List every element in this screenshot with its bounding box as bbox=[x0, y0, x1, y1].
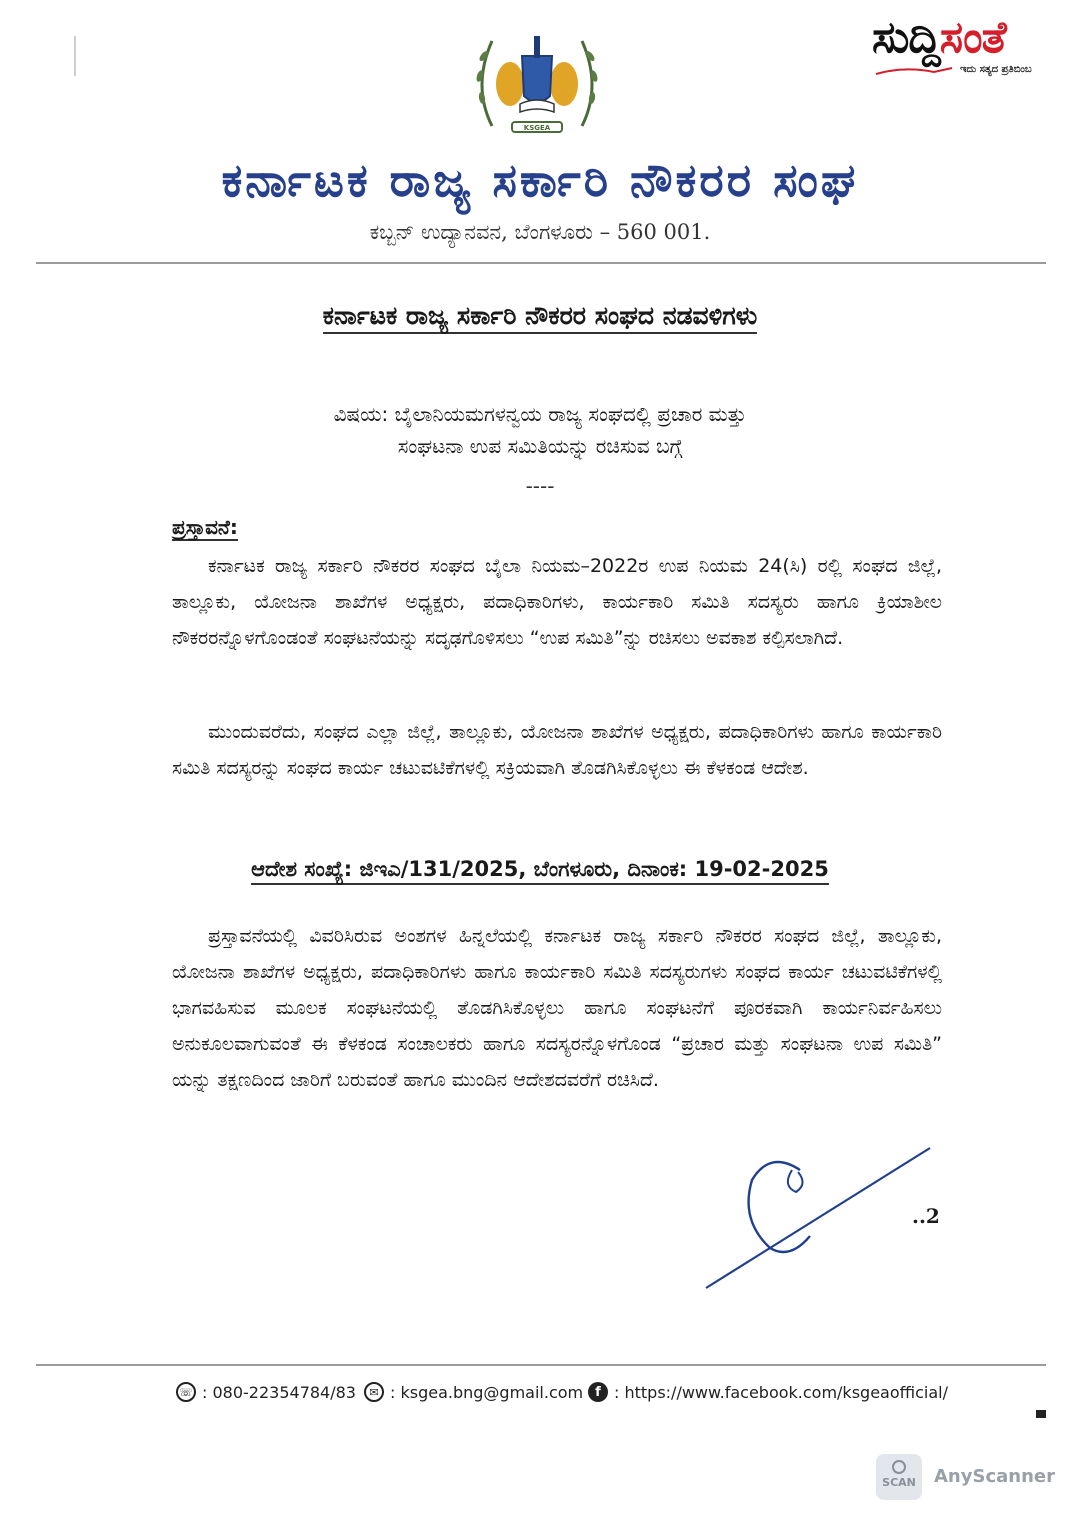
brand-watermark bbox=[868, 14, 1068, 84]
footer-email-text[interactable]: : ksgea.bng@gmail.com bbox=[390, 1382, 584, 1402]
subject-block bbox=[180, 398, 900, 462]
scanner-app-name: AnyScanner bbox=[934, 1466, 1055, 1487]
emblem-label: KSGEA bbox=[523, 124, 551, 132]
subject-line-2: ಸಂಘಟನಾ ಉಪ ಸಮಿತಿಯನ್ನು ರಚಿಸುವ ಬಗ್ಗೆ bbox=[397, 434, 683, 458]
footer-email[interactable] bbox=[364, 1382, 583, 1402]
footer-phone-text: : 080-22354784/83 bbox=[202, 1382, 356, 1402]
footer-facebook[interactable] bbox=[588, 1382, 948, 1402]
scanner-badge-text: SCAN bbox=[882, 1476, 916, 1489]
scan-edge-mark bbox=[1036, 1410, 1046, 1418]
scanner-lens-icon bbox=[892, 1460, 906, 1474]
footer-divider bbox=[36, 1364, 1046, 1366]
scanner-badge bbox=[876, 1454, 922, 1500]
facebook-icon: f bbox=[588, 1382, 608, 1402]
footer-contact bbox=[176, 1378, 1026, 1410]
pen-swoosh-icon bbox=[874, 64, 954, 78]
document-heading-text: ಕರ್ನಾಟಕ ರಾಜ್ಯ ಸರ್ಕಾರಿ ನೌಕರರ ಸಂಘದ ನಡವಳಿಗಳು bbox=[323, 301, 758, 334]
order-paragraph: ಪ್ರಸ್ತಾವನೆಯಲ್ಲಿ ವಿವರಿಸಿರುವ ಅಂಶಗಳ ಹಿನ್ನಲೆಯಲ್ಲಿ ಕರ್ನಾಟಕ ರಾಜ್ಯ ಸರ್ಕಾರಿ ನೌಕರರ ಸಂಘದ ಜಿಲ್ಲೆ, ತಾಲ್ಲೂಕು, ಯೋಜನಾ ಶಾಖೆಗಳ ಅಧ್ಯಕ್ಷರು, ಪದಾಧಿಕಾರಿಗಳು ಹಾಗೂ ಕಾರ್ಯಕಾರಿ ಸಮಿತಿ ಸದಸ್ಯರುಗಳು ಸಂಘದ ಕಾರ್ಯ ಚಟುವಟಿಕೆಗಳಲ್ಲಿ ಭಾಗವಹಿಸುವ ಮೂಲಕ ಸಂಘಟನೆಯಲ್ಲಿ ತೊಡಗಿಸಿಕೊಳ್ಳಲು ಹಾಗೂ ಸಂಘಟನೆಗೆ ಪೂರಕವಾಗಿ ಕಾರ್ಯನಿರ್ವಹಿಸಲು ಅನುಕೂಲವಾಗುವಂತೆ ಈ ಕೆಳಕಂಡ ಸಂಚಾಲಕರು ಹಾಗೂ ಸದಸ್ಯರನ್ನೊಳಗೊಂಡ “ಪ್ರಚಾರ ಮತ್ತು ಸಂಘಟನಾ ಉಪ ಸಮಿತಿ” ಯನ್ನು ತಕ್ಷಣದಿಂದ ಜಾರಿಗೆ ಬರುವಂತೆ ಹಾಗೂ ಮುಂದಿನ ಆದೇಶದವರೆಗೆ ರಚಿಸಿದೆ. bbox=[172, 925, 942, 1091]
brand-title bbox=[872, 10, 1006, 66]
brand-title-part1: ಸುದ್ದಿ bbox=[872, 12, 940, 63]
footer-phone bbox=[176, 1382, 356, 1402]
preamble-heading-text: ಪ್ರಸ್ತಾವನೆ: bbox=[172, 515, 238, 539]
scanner-watermark bbox=[876, 1454, 1055, 1502]
order-number-text: ಆದೇಶ ಸಂಖ್ಯೆ: ಜಿಇಎ/131/2025, ಬೆಂಗಳೂರು, ದಿನಾಂಕ: 19-02-2025 bbox=[251, 857, 829, 885]
ksgea-emblem-icon bbox=[462, 26, 612, 146]
preamble-paragraph-1: ಕರ್ನಾಟಕ ರಾಜ್ಯ ಸರ್ಕಾರಿ ನೌಕರರ ಸಂಘದ ಬೈಲಾ ನಿಯಮ–2022ರ ಉಪ ನಿಯಮ 24(ಸಿ) ರಲ್ಲಿ ಸಂಘದ ಜಿಲ್ಲೆ, ತಾಲ್ಲೂಕು, ಯೋಜನಾ ಶಾಖೆಗಳ ಅಧ್ಯಕ್ಷರು, ಪದಾಧಿಕಾರಿಗಳು, ಕಾರ್ಯಕಾರಿ ಸಮಿತಿ ಸದಸ್ಯರು ಹಾಗೂ ಕ್ರಿಯಾಶೀಲ ನೌಕರರನ್ನೊಳಗೊಂಡಂತೆ ಸಂಘಟನೆಯನ್ನು ಸದೃಢಗೊಳಿಸಲು “ಉಪ ಸಮಿತಿ”ನ್ನು ರಚಿಸಲು ಅವಕಾಶ ಕಲ್ಪಿಸಲಾಗಿದೆ. bbox=[172, 555, 942, 649]
scan-artifact-mark bbox=[74, 36, 76, 76]
brand-title-part2: ಸಂತೆ bbox=[939, 12, 1006, 63]
preamble-paragraph-2: ಮುಂದುವರೆದು, ಸಂಘದ ಎಲ್ಲಾ ಜಿಲ್ಲೆ, ತಾಲ್ಲೂಕು, ಯೋಜನಾ ಶಾಖೆಗಳ ಅಧ್ಯಕ್ಷರು, ಪದಾಧಿಕಾರಿಗಳು ಹಾಗೂ ಕಾರ್ಯಕಾರಿ ಸಮಿತಿ ಸದಸ್ಯರನ್ನು ಸಂಘದ ಕಾರ್ಯ ಚಟುವಟಿಕೆಗಳಲ್ಲಿ ಸಕ್ರಿಯವಾಗಿ ತೊಡಗಿಸಿಕೊಳ್ಳಲು ಈ ಕೆಳಕಂಡ ಆದೇಶ. bbox=[172, 721, 942, 779]
organization-title: ಕರ್ನಾಟಕ ರಾಜ್ಯ ಸರ್ಕಾರಿ ನೌಕರರ ಸಂಘ bbox=[221, 153, 859, 207]
signature-icon bbox=[700, 1140, 940, 1300]
footer-facebook-text[interactable]: : https://www.facebook.com/ksgeaofficial/ bbox=[614, 1382, 948, 1402]
order-number-line bbox=[150, 852, 930, 886]
letterhead-divider bbox=[36, 262, 1046, 264]
email-icon: ✉ bbox=[364, 1382, 384, 1402]
phone-icon: ☏ bbox=[176, 1382, 196, 1402]
document-heading bbox=[140, 296, 940, 336]
separator: ---- bbox=[525, 474, 555, 498]
organization-address: ಕಬ್ಬನ್ ಉದ್ಯಾನವನ, ಬೆಂಗಳೂರು – 560 001. bbox=[369, 220, 711, 244]
subject-line-1: ವಿಷಯ: ಬೈಲಾನಿಯಮಗಳನ್ವಯ ರಾಜ್ಯ ಸಂಘದಲ್ಲಿ ಪ್ರಚಾರ ಮತ್ತು bbox=[333, 402, 747, 426]
continued-page-marker: ..2 bbox=[912, 1204, 940, 1228]
brand-tagline: ಇದು ಸತ್ಯದ ಪ್ರತಿಬಿಂಬ bbox=[960, 64, 1032, 75]
preamble-heading bbox=[172, 512, 238, 542]
